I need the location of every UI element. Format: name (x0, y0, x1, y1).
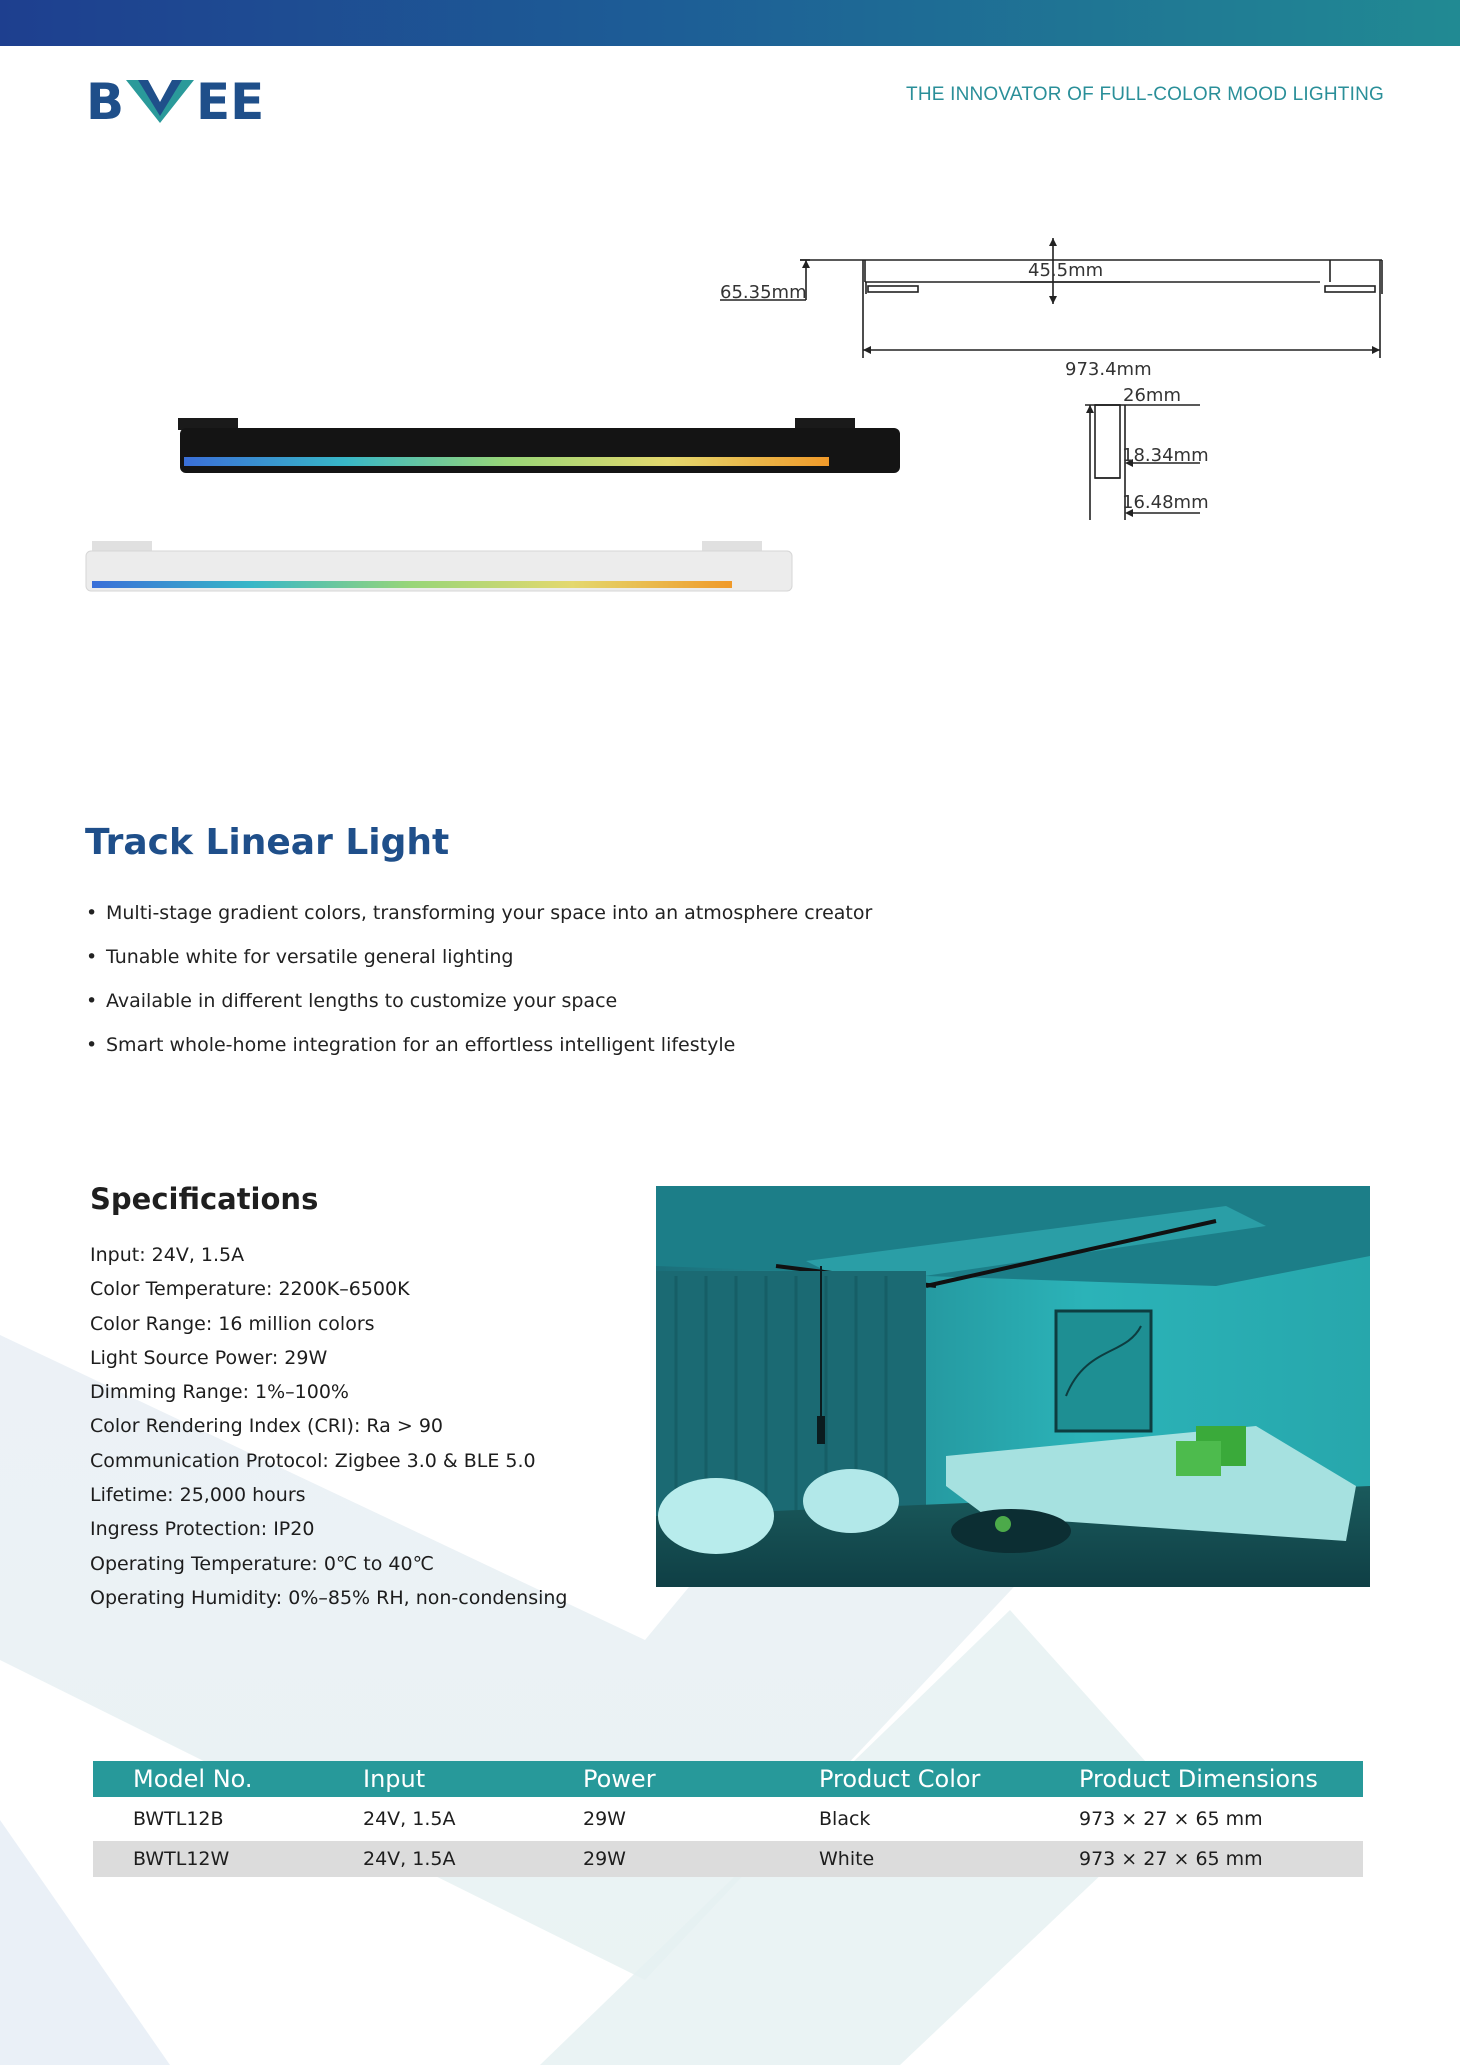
white-track-light (86, 541, 792, 591)
spec-item: Color Rendering Index (CRI): Ra > 90 (90, 1415, 443, 1438)
spec-item: Ingress Protection: IP20 (90, 1518, 315, 1541)
spec-item: Operating Temperature: 0℃ to 40℃ (90, 1552, 434, 1575)
feature-list (86, 896, 872, 1072)
table-cell: 29W (543, 1797, 779, 1841)
dim-height-label: 65.35mm (720, 282, 807, 303)
column-header: Product Dimensions (1039, 1761, 1363, 1797)
table-cell: BWTL12B (93, 1797, 323, 1841)
table-row (93, 1841, 1363, 1877)
spec-item: Dimming Range: 1%–100% (90, 1381, 349, 1404)
feature-item: • Available in different lengths to customize your space (86, 984, 872, 1028)
dim-profile-b-label: 16.48mm (1122, 492, 1209, 513)
table-cell: BWTL12W (93, 1841, 323, 1877)
dim-width-label: 45.5mm (1028, 260, 1104, 281)
spec-item: Communication Protocol: Zigbee 3.0 & BLE 5.0 (90, 1449, 536, 1472)
black-track-light (178, 418, 900, 473)
column-header: Product Color (779, 1761, 1039, 1797)
table-cell: 24V, 1.5A (323, 1797, 543, 1841)
spec-item: Light Source Power: 29W (90, 1346, 328, 1369)
product-renderings (80, 410, 900, 600)
column-header: Power (543, 1761, 779, 1797)
table-cell: Black (779, 1797, 1039, 1841)
dim-profile-width-label: 26mm (1123, 385, 1181, 406)
spec-item: Color Range: 16 million colors (90, 1312, 375, 1335)
table-cell: 24V, 1.5A (323, 1841, 543, 1877)
feature-item: • Multi-stage gradient colors, transforming your space into an atmosphere creator (86, 896, 872, 940)
spec-item: Operating Humidity: 0%–85% RH, non-condensing (90, 1586, 568, 1609)
header-gradient-bar (0, 0, 1460, 46)
svg-text:B: B (86, 76, 125, 126)
column-header: Input (323, 1761, 543, 1797)
feature-item: • Tunable white for versatile general lighting (86, 940, 872, 984)
living-room-photo (656, 1186, 1370, 1587)
svg-text:EE: EE (196, 76, 265, 126)
model-table (93, 1761, 1363, 1877)
dim-length-label: 973.4mm (1065, 359, 1152, 380)
specification-list (90, 1238, 567, 1615)
table-cell: 973 × 27 × 65 mm (1039, 1841, 1363, 1877)
spec-item: Lifetime: 25,000 hours (90, 1484, 306, 1507)
column-header: Model No. (93, 1761, 323, 1797)
brand-tagline: THE INNOVATOR OF FULL-COLOR MOOD LIGHTING (906, 84, 1384, 105)
table-row (93, 1797, 1363, 1841)
bwee-logo (86, 76, 298, 126)
spec-item: Input: 24V, 1.5A (90, 1244, 245, 1266)
spec-item: Color Temperature: 2200K–6500K (90, 1278, 410, 1301)
feature-item: • Smart whole-home integration for an effortless intelligent lifestyle (86, 1028, 872, 1072)
product-title: Track Linear Light (85, 822, 450, 863)
table-header-row (93, 1761, 1363, 1797)
table-cell: 973 × 27 × 65 mm (1039, 1797, 1363, 1841)
dim-profile-a-label: 18.34mm (1122, 445, 1209, 466)
table-cell: White (779, 1841, 1039, 1877)
specifications-title: Specifications (90, 1182, 319, 1216)
table-cell: 29W (543, 1841, 779, 1877)
